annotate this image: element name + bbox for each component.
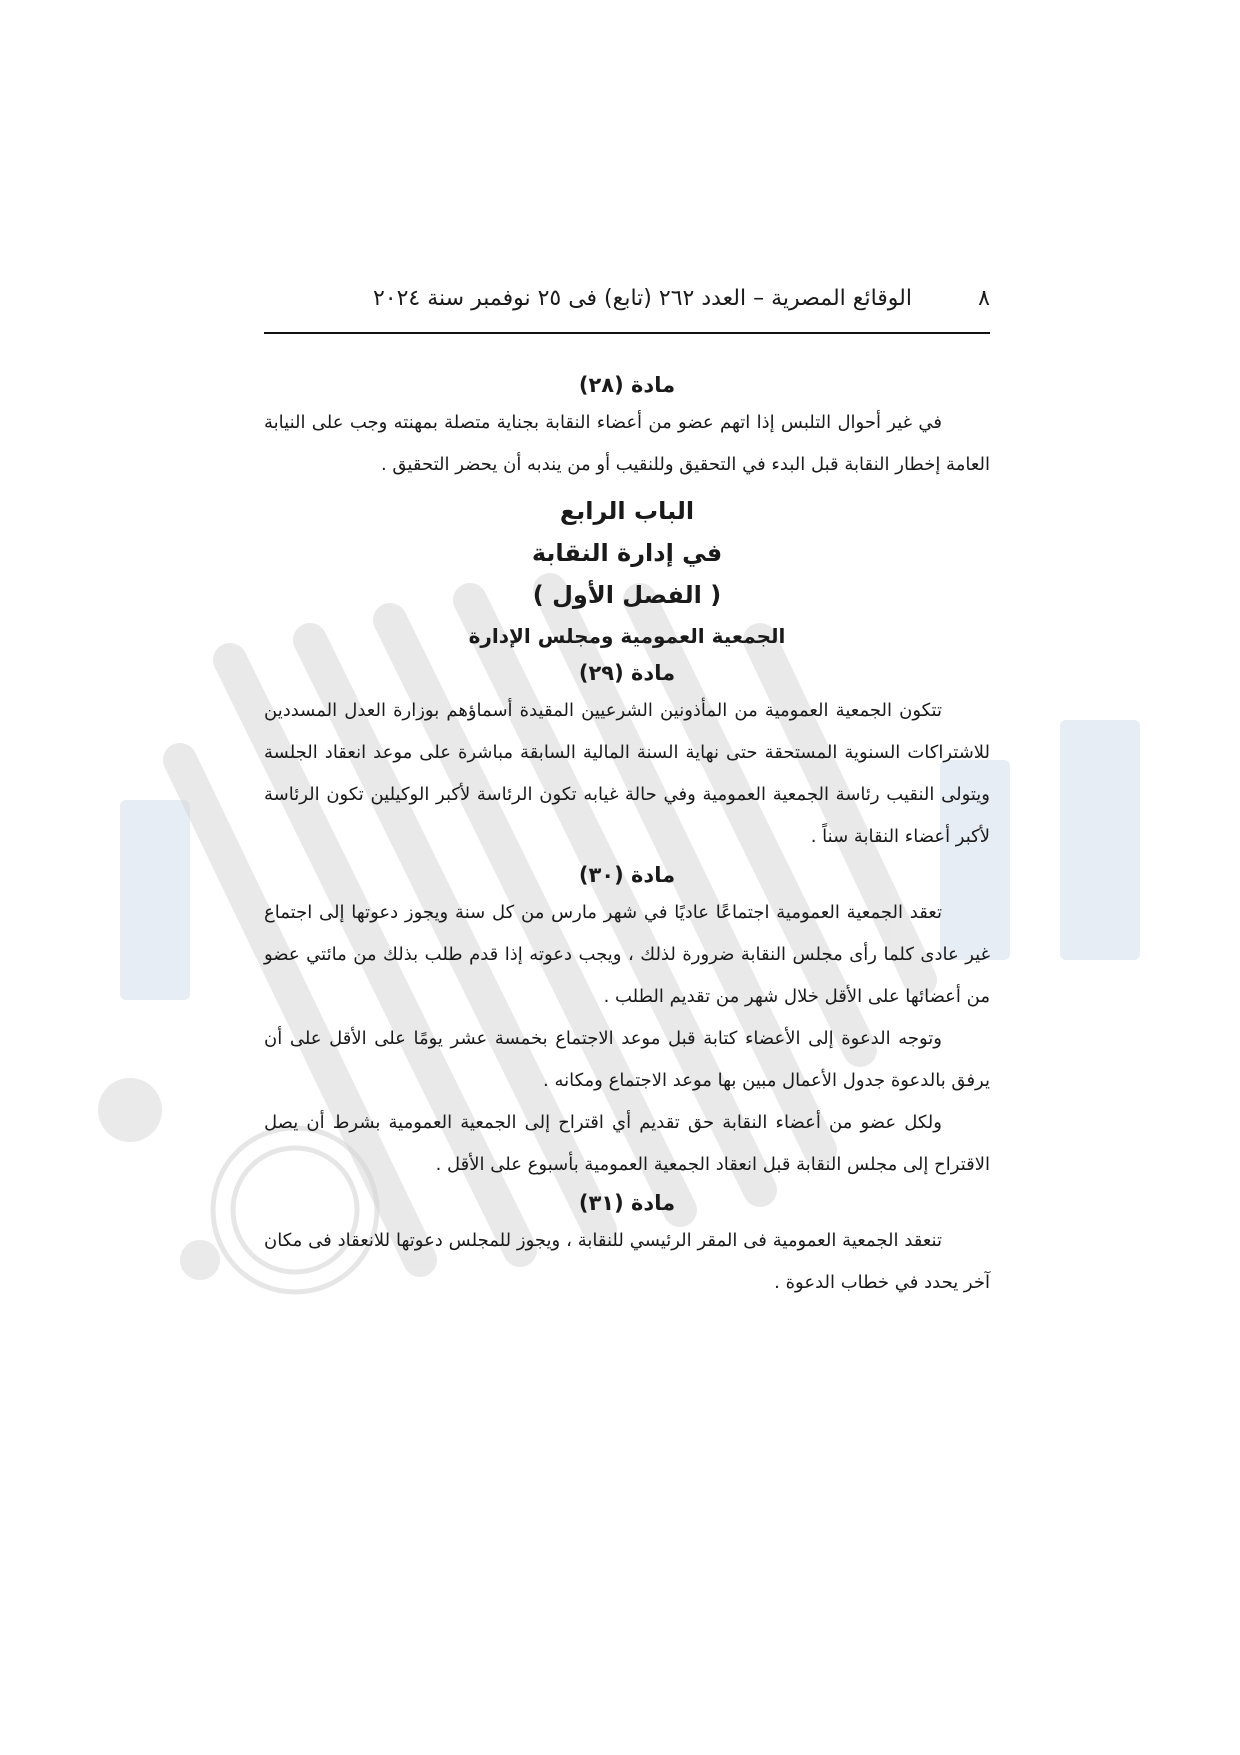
- article-30-title: مادة (٣٠): [578, 863, 676, 887]
- chapter-subject: الجمعية العمومية ومجلس الإدارة: [468, 624, 786, 648]
- part-title: الباب الرابع: [559, 497, 695, 525]
- gazette-title: الوقائع المصرية – العدد ٢٦٢ (تابع) فى ٢٥ نوفمبر سنة ٢٠٢٤: [372, 286, 912, 311]
- part-subject: في إدارة النقابة: [531, 539, 723, 567]
- article-28-title: مادة (٢٨): [578, 373, 676, 397]
- article-31-title: مادة (٣١): [578, 1191, 676, 1215]
- article-30-paragraph-1: تعقد الجمعية العمومية اجتماعًا عاديًا في شهر مارس من كل سنة ويجوز دعوتها إلى اجتماع غير عادى كلما رأى مجلس النقابة ضرورة لذلك ، ويجب دعوته إذا قدم طلب بذلك من مائتي عضو من أعضائها على الأقل خلال شهر من تقديم الطلب .: [264, 902, 990, 1007]
- article-30-paragraph-2: وتوجه الدعوة إلى الأعضاء كتابة قبل موعد الاجتماع بخمسة عشر يومًا على الأقل على أن يرفق بالدعوة جدول الأعمال مبين بها موعد الاجتماع ومكانه .: [264, 1028, 990, 1091]
- document-body: [264, 368, 990, 1304]
- header-divider: [264, 332, 990, 334]
- page-number: ٨: [978, 286, 990, 311]
- article-29-title: مادة (٢٩): [578, 661, 676, 685]
- article-29-paragraph: تتكون الجمعية العمومية من المأذونين الشرعيين المقيدة أسماؤهم بوزارة العدل المسددين للاشتراكات السنوية المستحقة حتى نهاية السنة المالية السابقة مباشرة على موعد انعقاد الجلسة ويتولى النقيب رئاسة الجمعية العمومية وفي حالة غيابه تكون الرئاسة لأكبر الوكيلين تكون الرئاسة لأكبر أعضاء النقابة سناً .: [264, 700, 990, 847]
- article-30-paragraph-3: ولكل عضو من أعضاء النقابة حق تقديم أي اقتراح إلى الجمعية العمومية بشرط أن يصل الاقتراح إلى مجلس النقابة قبل انعقاد الجمعية العمومية بأسبوع على الأقل .: [264, 1112, 990, 1175]
- article-28-paragraph: في غير أحوال التلبس إذا اتهم عضو من أعضاء النقابة بجناية متصلة بمهنته وجب على النيابة العامة إخطار النقابة قبل البدء في التحقيق وللنقيب أو من يندبه أن يحضر التحقيق .: [264, 412, 990, 475]
- page-header: [264, 284, 990, 324]
- article-31-paragraph: تنعقد الجمعية العمومية فى المقر الرئيسي للنقابة ، ويجوز للمجلس دعوتها للانعقاد فى مكان آخر يحدد في خطاب الدعوة .: [264, 1230, 990, 1293]
- chapter-title: ( الفصل الأول ): [532, 581, 722, 609]
